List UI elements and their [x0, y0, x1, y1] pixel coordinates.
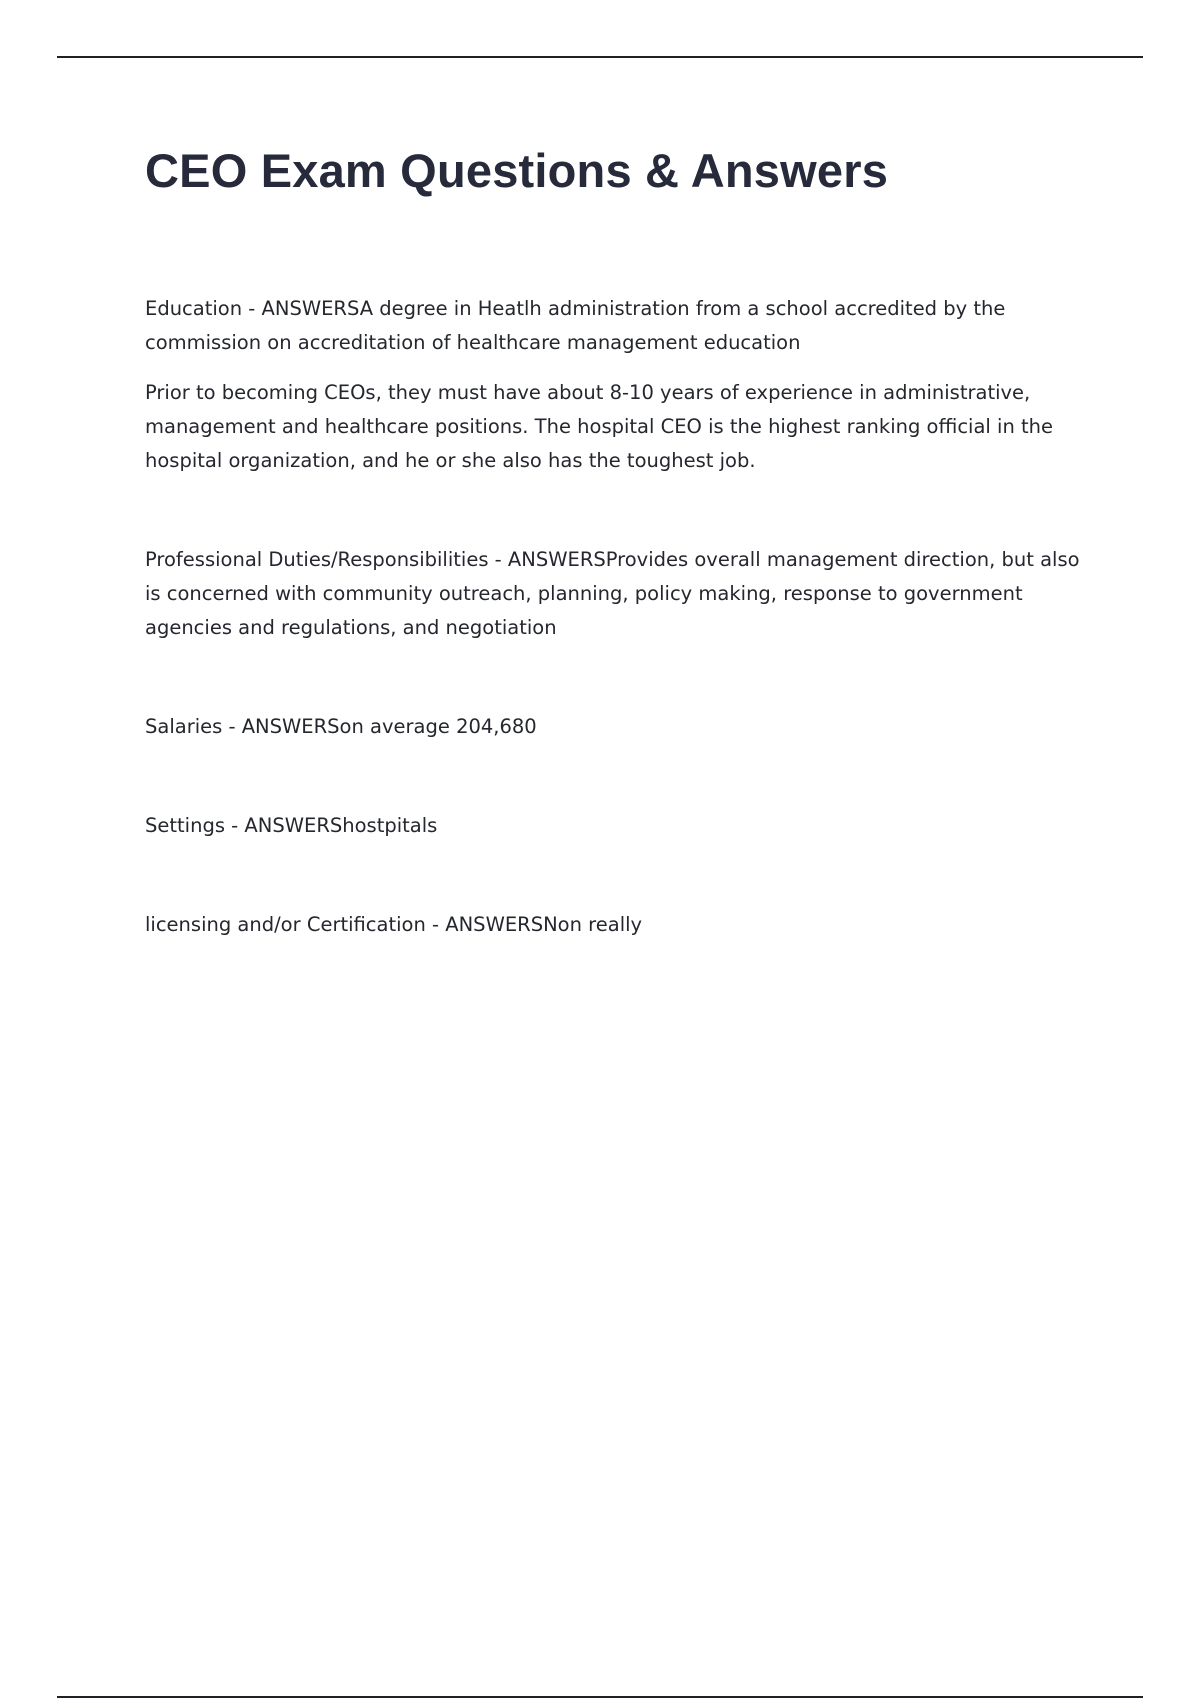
qa-education-detail: Prior to becoming CEOs, they must have about 8-10 years of experience in administrative, management and healthcare positions. The hospital CEO is the highest ranking official in the hospital organization, and he or she also has the toughest job.	[145, 381, 1054, 472]
header-divider	[57, 56, 1143, 58]
qa-settings: Settings - ANSWERShostpitals	[145, 814, 438, 837]
qa-professional-duties: Professional Duties/Responsibilities - ANSWERSProvides overall management direction, but also is concerned with community outreach, planning, policy making, response to government agencies and regulations, and negotiation	[145, 548, 1080, 639]
qa-licensing: licensing and/or Certification - ANSWERSNon really	[145, 913, 643, 936]
document-title: CEO Exam Questions & Answers	[145, 144, 889, 197]
qa-salaries: Salaries - ANSWERSon average 204,680	[145, 715, 537, 738]
document-body	[145, 140, 1095, 942]
footer-divider	[57, 1696, 1143, 1698]
qa-education: Education - ANSWERSA degree in Heatlh administration from a school accredited by the commission on accreditation of healthcare management education	[145, 297, 1006, 354]
